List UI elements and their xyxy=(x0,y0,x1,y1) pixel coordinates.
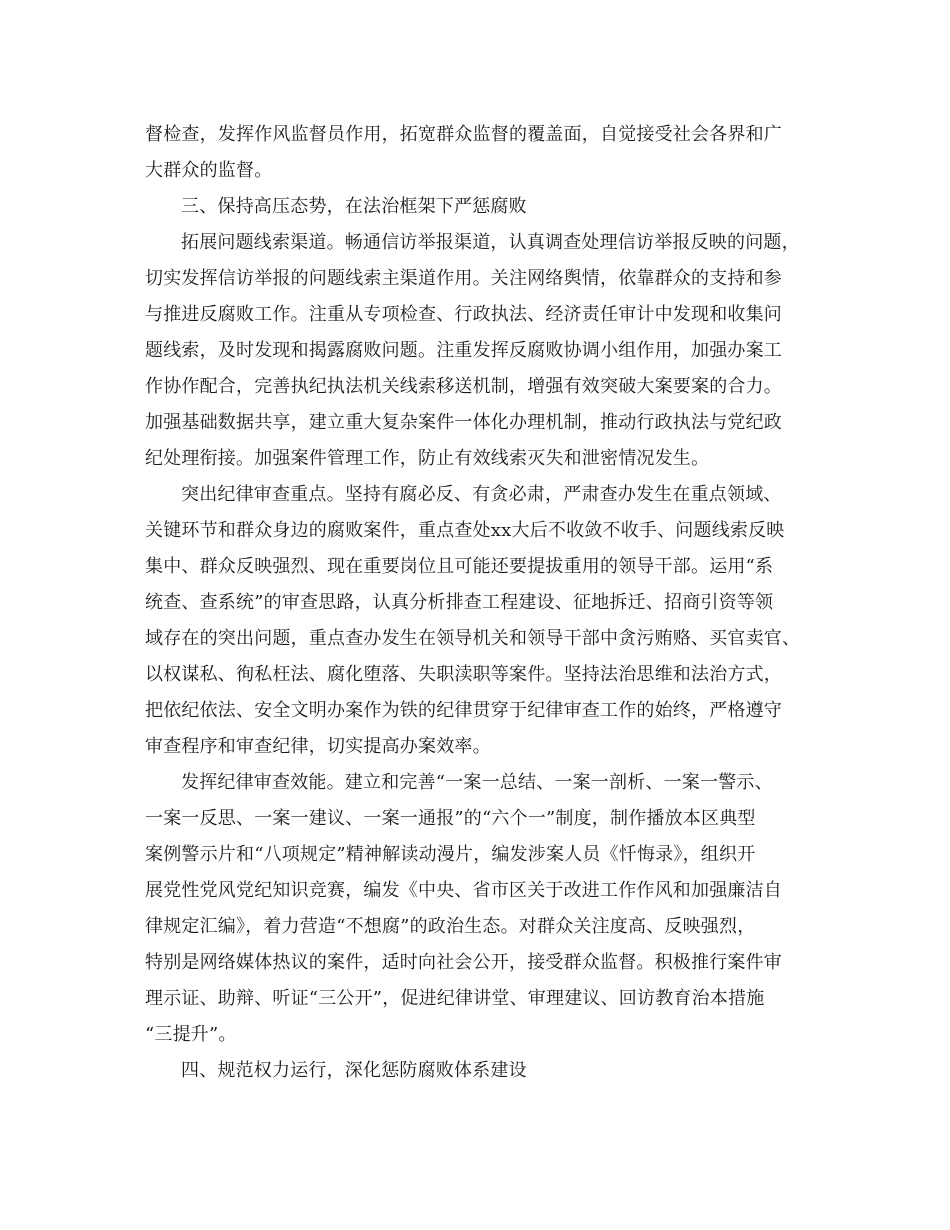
text-line: 域存在的突出问题，重点查办发生在领导机关和领导干部中贪污贿赂、买官卖官、 xyxy=(145,628,801,649)
text-line: 纪处理衔接。加强案件管理工作，防止有效线索灭失和泄密情况发生。 xyxy=(145,448,710,469)
text-line: 理示证、助辩、听证“三公开”，促进纪律讲堂、审理建议、回访教育治本措施 xyxy=(145,988,765,1009)
section-heading: 三、保持高压态势，在法治框架下严惩腐败 xyxy=(181,196,527,217)
text-line: 律规定汇编》，着力营造“不想腐”的政治生态。对群众关注度高、反映强烈， xyxy=(145,916,756,937)
text-line: 切实发挥信访举报的问题线索主渠道作用。关注网络舆情，依靠群众的支持和参 xyxy=(145,268,782,289)
text-line: 作协作配合，完善执纪执法机关线索移送机制，增强有效突破大案要案的合力。 xyxy=(145,376,782,397)
text-line: 关键环节和群众身边的腐败案件，重点查处xx大后不收敛不收手、问题线索反映 xyxy=(145,520,785,541)
text-line: 统查、查系统”的审查思路，认真分析排查工程建设、征地拆迁、招商引资等领 xyxy=(145,592,774,613)
text-line: 大群众的监督。 xyxy=(145,160,273,181)
text-line: 拓展问题线索渠道。畅通信访举报渠道，认真调查处理信访举报反映的问题， xyxy=(181,232,800,253)
text-line: 督检查，发挥作风监督员作用，拓宽群众监督的覆盖面，自觉接受社会各界和广 xyxy=(145,124,782,145)
text-line: 把依纪依法、安全文明办案作为铁的纪律贯穿于纪律审查工作的始终，严格遵守 xyxy=(145,700,782,721)
text-line: 与推进反腐败工作。注重从专项检查、行政执法、经济责任审计中发现和收集问 xyxy=(145,304,782,325)
text-line: 突出纪律审查重点。坚持有腐必反、有贪必肃，严肃查办发生在重点领域、 xyxy=(181,484,782,505)
text-line: 审查程序和审查纪律，切实提高办案效率。 xyxy=(145,736,491,757)
text-line: 一案一反思、一案一建议、一案一通报”的“六个一”制度，制作播放本区典型 xyxy=(145,808,756,829)
text-line: 集中、群众反映强烈、现在重要岗位且可能还要提拔重用的领导干部。运用“系 xyxy=(145,556,774,577)
text-line: 以权谋私、徇私枉法、腐化堕落、失职渎职等案件。坚持法治思维和法治方式， xyxy=(145,664,782,685)
section-heading: 四、规范权力运行，深化惩防腐败体系建设 xyxy=(181,1060,527,1081)
text-line: “三提升”。 xyxy=(145,1024,237,1045)
text-line: 特别是网络媒体热议的案件，适时向社会公开，接受群众监督。积极推行案件审 xyxy=(145,952,782,973)
text-line: 案例警示片和“八项规定”精神解读动漫片，编发涉案人员《忏悔录》，组织开 xyxy=(145,844,756,865)
text-line: 加强基础数据共享，建立重大复杂案件一体化办理机制，推动行政执法与党纪政 xyxy=(145,412,782,433)
text-line: 发挥纪律审查效能。建立和完善“一案一总结、一案一剖析、一案一警示、 xyxy=(181,772,773,793)
text-line: 展党性党风党纪知识竞赛，编发《中央、省市区关于改进工作作风和加强廉洁自 xyxy=(145,880,782,901)
text-line: 题线索，及时发现和揭露腐败问题。注重发挥反腐败协调小组作用，加强办案工 xyxy=(145,340,782,361)
